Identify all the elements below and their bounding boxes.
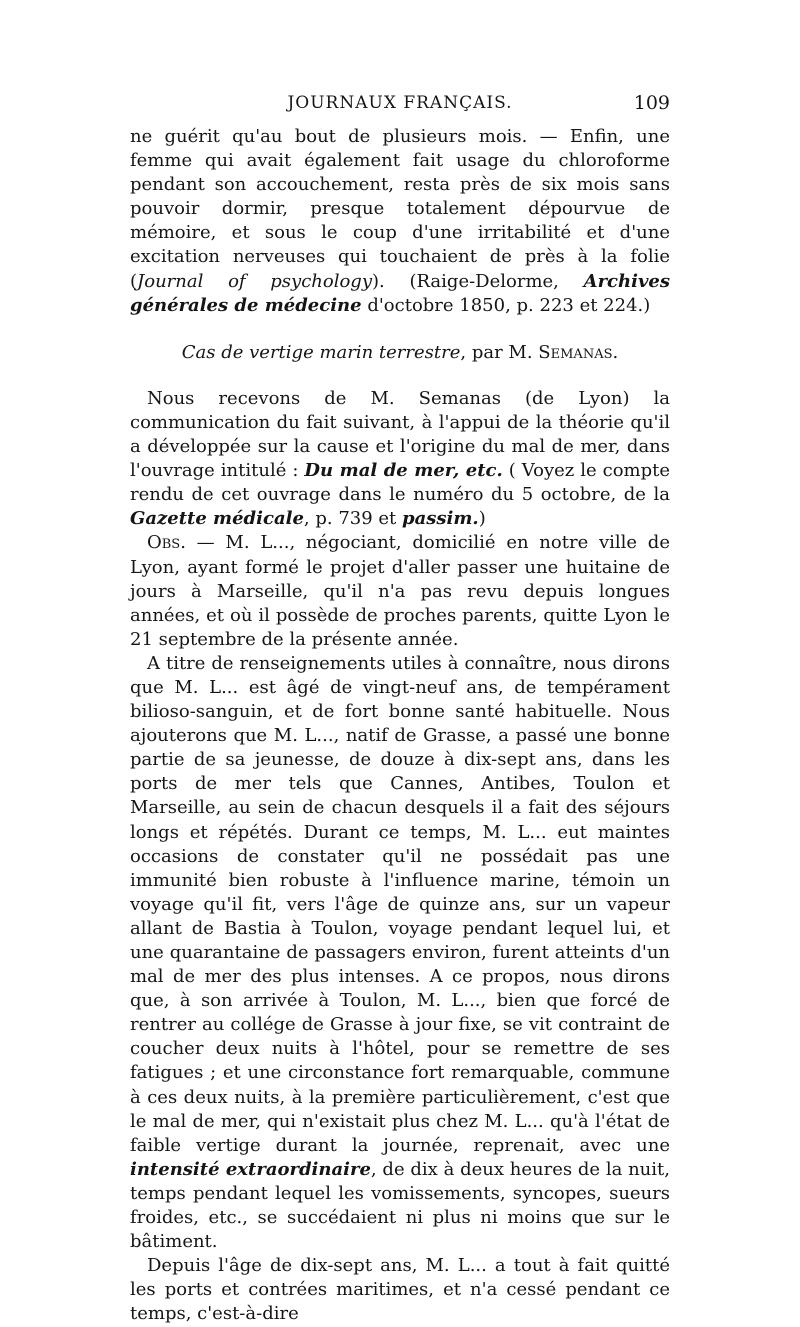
paragraph-intro xyxy=(130,387,670,532)
passim-word: passim. xyxy=(402,508,479,530)
page-header xyxy=(130,88,670,118)
heading-end: . xyxy=(612,341,619,363)
paragraph-details xyxy=(130,652,670,1254)
obs-label: Obs. xyxy=(147,532,186,554)
running-title: JOURNAUX FRANÇAIS. xyxy=(287,93,513,113)
paragraph-observation xyxy=(130,531,670,651)
archives-title: Archives générales de médecine xyxy=(130,270,670,316)
heading-author: Semanas xyxy=(538,341,613,363)
emphasis-intensity: intensité extraordinaire xyxy=(130,1158,371,1180)
text-span: ne guérit qu'au bout de plusieurs mois. — Enfin, une femme qui avait également fait usage du chloroforme pendant son accouchement, resta près de six mois sans pouvoir dormir, presque totalement dépourvue de mémoire, et sous le coup d'une irritabilité et d'une excitation nerveuses qui touchaient de près à la folie ( xyxy=(130,126,670,292)
gazette-title: Gazette médicale xyxy=(130,508,304,530)
heading-by: , par M. xyxy=(460,341,539,363)
paragraph-continuation xyxy=(130,1254,670,1326)
text-span: , de dix à deux heures de la nuit, temps pendant lequel les vomissements, syncopes, sueurs froides, etc., se succédaient ni plus ni moins que sur le bâtiment. xyxy=(130,1158,670,1253)
page-body xyxy=(130,125,670,1327)
text-span: ). (Raige-Delorme, xyxy=(372,270,584,292)
text-span: A titre de renseignements utiles à connaître, nous dirons que M. L... est âgé de vingt-neuf ans, de tempérament bilioso-sanguin, et de fort bonne santé habituelle. Nous ajouterons que M. L..., natif de Grasse, a passé une bonne partie de sa jeunesse, de douze à dix-sept ans, dans les ports de mer tels que Cannes, Antibes, Toulon et Marseille, au sein de chacun desquels il a fait des séjours longs et répétés. Durant ce temps, M. L... eut maintes occasions de constater qu'il ne possédait pas une immunité bien robuste à l'influence marine, témoin un voyage qu'il fit, vers l'âge de quinze ans, sur un vapeur allant de Bastia à Toulon, voyage pendant lequel lui, et une quarantaine de passagers environ, furent atteints d'un mal de mer des plus intenses. A ce propos, nous dirons que, à son arrivée à Toulon, M. L..., bien que forcé de rentrer au collége de Grasse à jour fixe, se vit contraint de coucher deux nuits à l'hôtel, pour se remettre de ses fatigues ; et une circonstance fort remarquable, commune à ces deux nuits, à la première particulièrement, c'est que le mal de mer, qui n'existait plus chez M. L... qu'à l'état de faible vertige durant la journée, reprenait, avec une xyxy=(130,652,670,1156)
text-span: ) xyxy=(478,508,486,530)
text-span: Depuis l'âge de dix-sept ans, M. L... a tout à fait quitté les ports et contrées maritimes, et n'a cessé pendant ce temps, c'est-à-dire xyxy=(130,1255,670,1325)
text-span: , p. 739 et xyxy=(303,508,403,530)
journal-title: Journal of psychology xyxy=(137,270,372,292)
text-span: — M. L..., négociant, domicilié en notre ville de Lyon, ayant formé le projet d'aller passer une huitaine de jours à Marseille, qu'il n'a pas revu depuis longues années, et où il possède de proches parents, quitte Lyon le 21 septembre de la présente année. xyxy=(130,532,670,650)
text-span: d'octobre 1850, p. 223 et 224.) xyxy=(361,294,651,316)
section-heading xyxy=(130,341,670,365)
page-number: 109 xyxy=(633,92,670,114)
text-span: Nous recevons de M. Semanas (de Lyon) la communication du fait suivant, à l'appui de la théorie qu'il a développée sur la cause et l'origine du mal de mer, dans l'ouvrage intitulé : xyxy=(130,387,670,482)
book-title: Du mal de mer, etc. xyxy=(304,460,503,482)
heading-title: Cas de vertige marin terrestre xyxy=(181,341,461,363)
text-span: ( Voyez le compte rendu de cet ouvrage dans le numéro du 5 octobre, de la xyxy=(130,460,671,506)
paragraph-chloroform xyxy=(130,125,670,318)
